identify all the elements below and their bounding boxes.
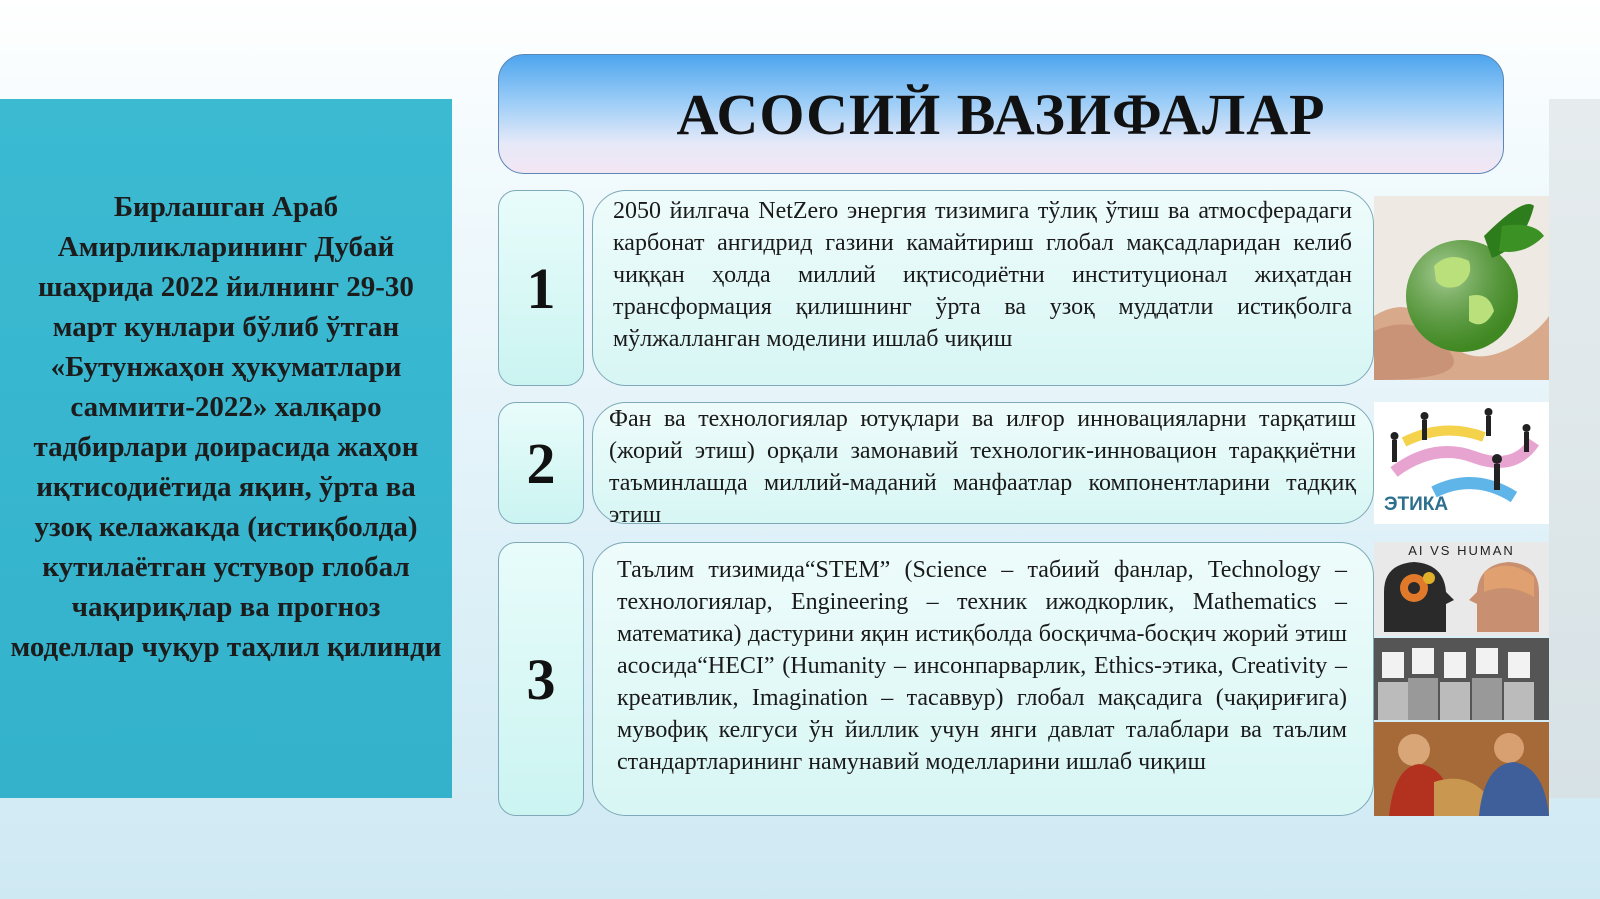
task-number-1: 1 xyxy=(526,255,556,321)
earth-in-hands-image xyxy=(1374,196,1549,380)
right-decor-strip xyxy=(1549,99,1600,798)
task-number-box-1 xyxy=(498,190,584,386)
task-text-3: Таълим тизимида“STEM” (Science – табиий фанлар, Technology – технологиялар, Engineering – техник ижодкорлик, Mathematics – математика) дастурини яқин истиқболда босқичма-босқич жорий этиш асосида“HECI” (Humanity – инсонпарварлик, Ethics-этика, Creativity – креативлик, Imagination – тасаввур) глобал мақсадига (чақириғига) мувофиқ келгуси ўн йиллик учун янги давлат талаблари ва таълим стандартларининг намунавий моделларини ишлаб чиқиш xyxy=(617,557,1347,775)
task-number-box-2 xyxy=(498,402,584,524)
classical-painting-image xyxy=(1374,722,1549,816)
ethics-label: ЭТИКА xyxy=(1384,494,1449,515)
ai-vs-human-label: AI VS HUMAN xyxy=(1408,543,1515,558)
task-text-1: 2050 йилгача NetZero энергия тизимига тўлиқ ўтиш ва атмосферадаги карбонат ангидрид газини камайтириш глобал мақсадларидан келиб чиққан ҳолда миллий иқтисодиётни институционал жиҳатдан трансформация қилишнинг ўрта ва узоқ муддатли истиқболга мўлжалланган моделини ишлаб чиқиш xyxy=(613,198,1352,352)
masks-image xyxy=(1374,638,1549,720)
task-number-box-3 xyxy=(498,542,584,816)
earth-hands-graphic xyxy=(1374,196,1549,380)
page-title: АСОСИЙ ВАЗИФАЛАР xyxy=(676,81,1326,147)
left-info-panel xyxy=(0,99,452,798)
task-text-2: Фан ва технологиялар ютуқлари ва илғор инновацияларни тарқатиш (жорий этиш) орқали замонавий технологик-инновацион тараққиётни таъминлашда миллий-маданий манфаатлар компонентларини тадқиқ этиш xyxy=(609,406,1356,528)
task-number-3: 3 xyxy=(526,646,556,712)
left-panel-text: Бирлашган Араб Амирликларининг Дубай шаҳрида 2022 йилнинг 29-30 март кунлари бўлиб ўтган «Бутунжаҳон ҳукуматлари саммити-2022» халқаро тадбирлари доирасида жаҳон иқтисодиётида яқин, ўрта ва узоқ келажакда (истиқболда) кутилаётган устувор глобал чақириқлар ва прогноз моделлар чуқур таҳлил қилинди xyxy=(10,191,442,663)
painting-graphic xyxy=(1374,722,1549,816)
task-box-2 xyxy=(592,402,1374,528)
ethics-image xyxy=(1374,402,1549,524)
task-box-3 xyxy=(592,542,1374,816)
task-number-2: 2 xyxy=(526,430,556,496)
ai-vs-human-graphic xyxy=(1374,542,1549,636)
task-box-1 xyxy=(592,190,1374,386)
title-banner xyxy=(498,54,1504,174)
ai-vs-human-image xyxy=(1374,542,1549,636)
masks-graphic xyxy=(1374,638,1549,720)
